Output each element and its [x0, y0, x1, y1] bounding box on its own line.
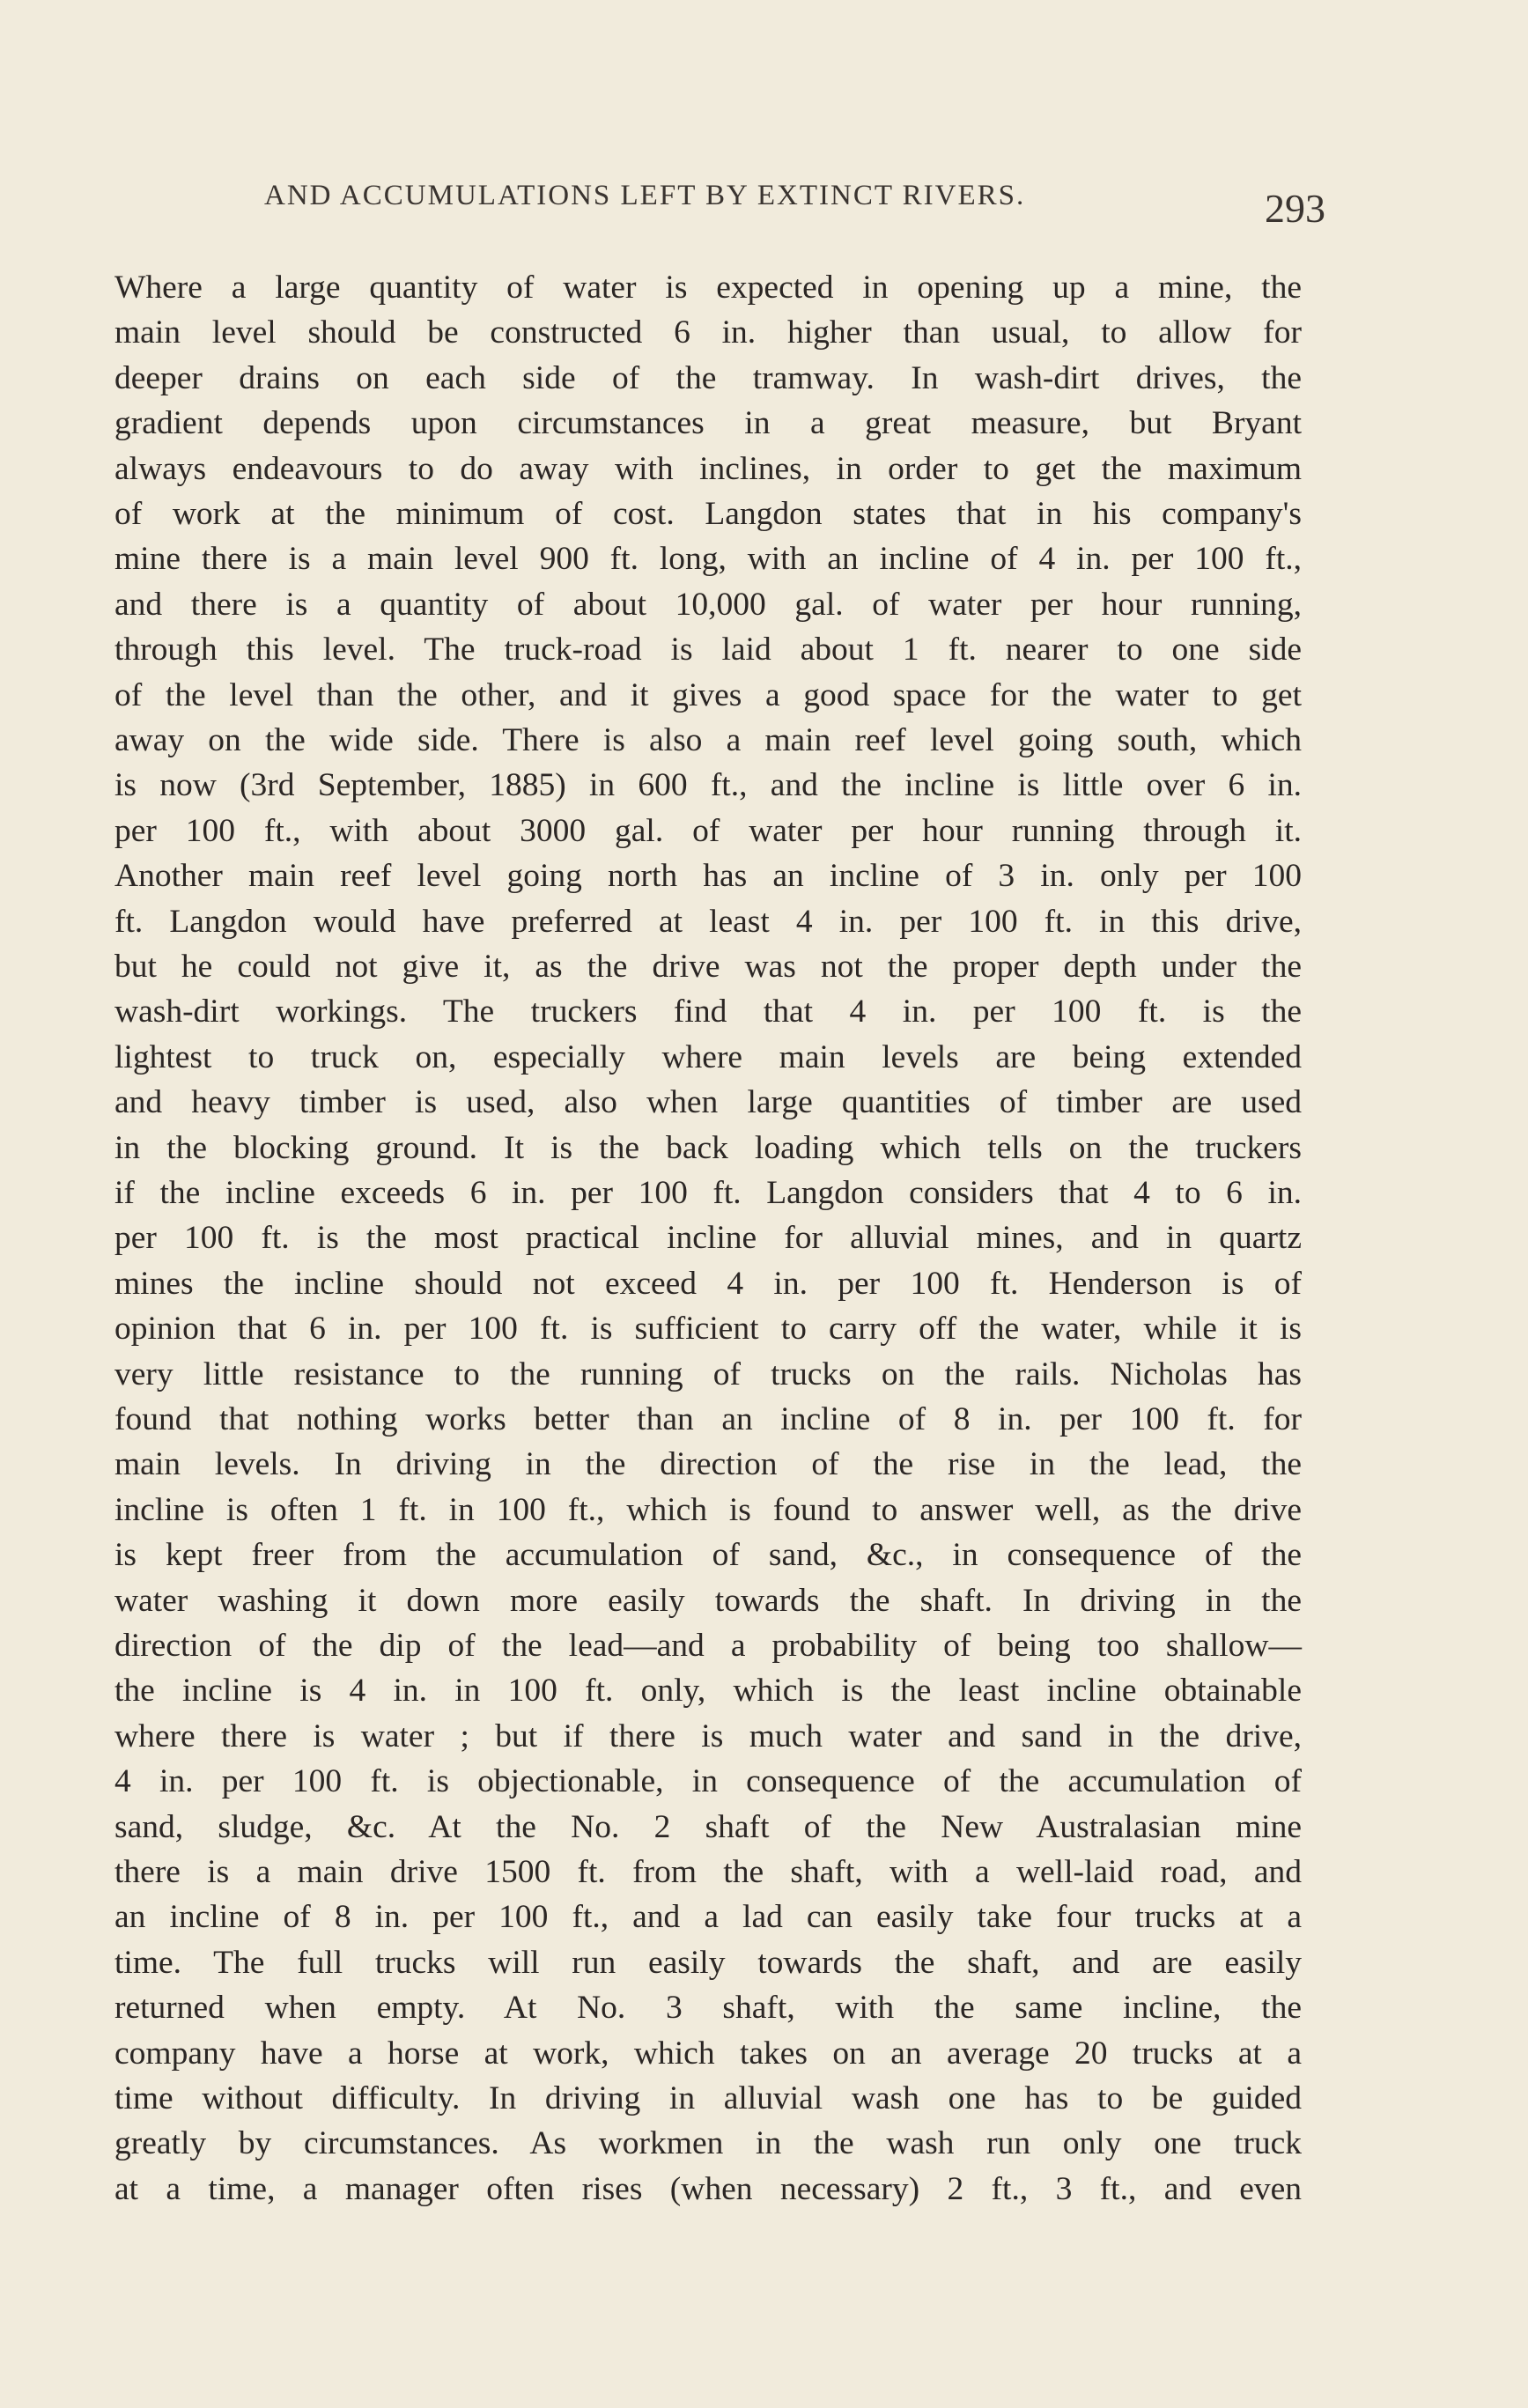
text-line: mines the incline should not exceed 4 in. per 100 ft. Henderson is of	[114, 1266, 1302, 1302]
text-line: in the blocking ground. It is the back loading which tells on the truckers	[114, 1130, 1302, 1166]
text-line: if the incline exceeds 6 in. per 100 ft. Langdon considers that 4 to 6 in.	[114, 1175, 1302, 1211]
text-line: sand, sludge, &c. At the No. 2 shaft of the New Australasian mine	[114, 1809, 1302, 1845]
text-line: away on the wide side. There is also a main reef level going south, which	[114, 722, 1302, 758]
text-line: of the level than the other, and it gives a good space for the water to get	[114, 677, 1302, 713]
text-line: found that nothing works better than an incline of 8 in. per 100 ft. for	[114, 1401, 1302, 1437]
text-line: and there is a quantity of about 10,000 gal. of water per hour running,	[114, 587, 1302, 623]
text-line: 4 in. per 100 ft. is objectionable, in consequence of the accumulation of	[114, 1763, 1302, 1799]
text-line: always endeavours to do away with inclines, in order to get the maximum	[114, 451, 1302, 487]
text-line: direction of the dip of the lead—and a probability of being too shallow—	[114, 1628, 1302, 1664]
text-line: opinion that 6 in. per 100 ft. is sufficient to carry off the water, while it is	[114, 1311, 1302, 1347]
text-line: per 100 ft. is the most practical incline for alluvial mines, and in quartz	[114, 1220, 1302, 1256]
text-line: the incline is 4 in. in 100 ft. only, which is the least incline obtainable	[114, 1673, 1302, 1709]
text-line: Another main reef level going north has an incline of 3 in. only per 100	[114, 858, 1302, 894]
text-line: ft. Langdon would have preferred at least 4 in. per 100 ft. in this drive,	[114, 904, 1302, 940]
text-line: at a time, a manager often rises (when necessary) 2 ft., 3 ft., and even	[114, 2171, 1302, 2207]
text-line: mine there is a main level 900 ft. long, with an incline of 4 in. per 100 ft.,	[114, 541, 1302, 577]
text-line: through this level. The truck-road is laid about 1 ft. nearer to one side	[114, 632, 1302, 668]
text-line: per 100 ft., with about 3000 gal. of water per hour running through it.	[114, 813, 1302, 849]
text-line: deeper drains on each side of the tramway. In wash-dirt drives, the	[114, 360, 1302, 396]
text-line: greatly by circumstances. As workmen in the wash run only one truck	[114, 2125, 1302, 2161]
text-line: company have a horse at work, which takes on an average 20 trucks at a	[114, 2035, 1302, 2072]
text-line: very little resistance to the running of trucks on the rails. Nicholas has	[114, 1356, 1302, 1392]
running-head: AND ACCUMULATIONS LEFT BY EXTINCT RIVERS.	[264, 180, 1026, 211]
text-line: wash-dirt workings. The truckers find that 4 in. per 100 ft. is the	[114, 993, 1302, 1030]
text-line: main levels. In driving in the direction of the rise in the lead, the	[114, 1446, 1302, 1482]
text-line: of work at the minimum of cost. Langdon states that in his company's	[114, 496, 1302, 532]
text-line: main level should be constructed 6 in. higher than usual, to allow for	[114, 314, 1302, 351]
text-line: water washing it down more easily towards the shaft. In driving in the	[114, 1583, 1302, 1619]
text-line: is now (3rd September, 1885) in 600 ft., and the incline is little over 6 in.	[114, 767, 1302, 803]
text-line: Where a large quantity of water is expected in opening up a mine, the	[114, 270, 1302, 306]
text-line: returned when empty. At No. 3 shaft, with the same incline, the	[114, 1990, 1302, 2026]
text-line: time without difficulty. In driving in alluvial wash one has to be guided	[114, 2080, 1302, 2116]
text-line: and heavy timber is used, also when large quantities of timber are used	[114, 1084, 1302, 1120]
text-line: incline is often 1 ft. in 100 ft., which is found to answer well, as the drive	[114, 1492, 1302, 1528]
page-number: 293	[1265, 186, 1325, 231]
text-line: where there is water ; but if there is much water and sand in the drive,	[114, 1718, 1302, 1754]
text-line: is kept freer from the accumulation of sand, &c., in consequence of the	[114, 1537, 1302, 1573]
text-line: an incline of 8 in. per 100 ft., and a lad can easily take four trucks at a	[114, 1899, 1302, 1935]
text-line: time. The full trucks will run easily towards the shaft, and are easily	[114, 1945, 1302, 1981]
text-line: there is a main drive 1500 ft. from the shaft, with a well-laid road, and	[114, 1854, 1302, 1890]
text-line: but he could not give it, as the drive was not the proper depth under the	[114, 949, 1302, 985]
text-line: gradient depends upon circumstances in a great measure, but Bryant	[114, 405, 1302, 441]
text-line: lightest to truck on, especially where main levels are being extended	[114, 1039, 1302, 1075]
